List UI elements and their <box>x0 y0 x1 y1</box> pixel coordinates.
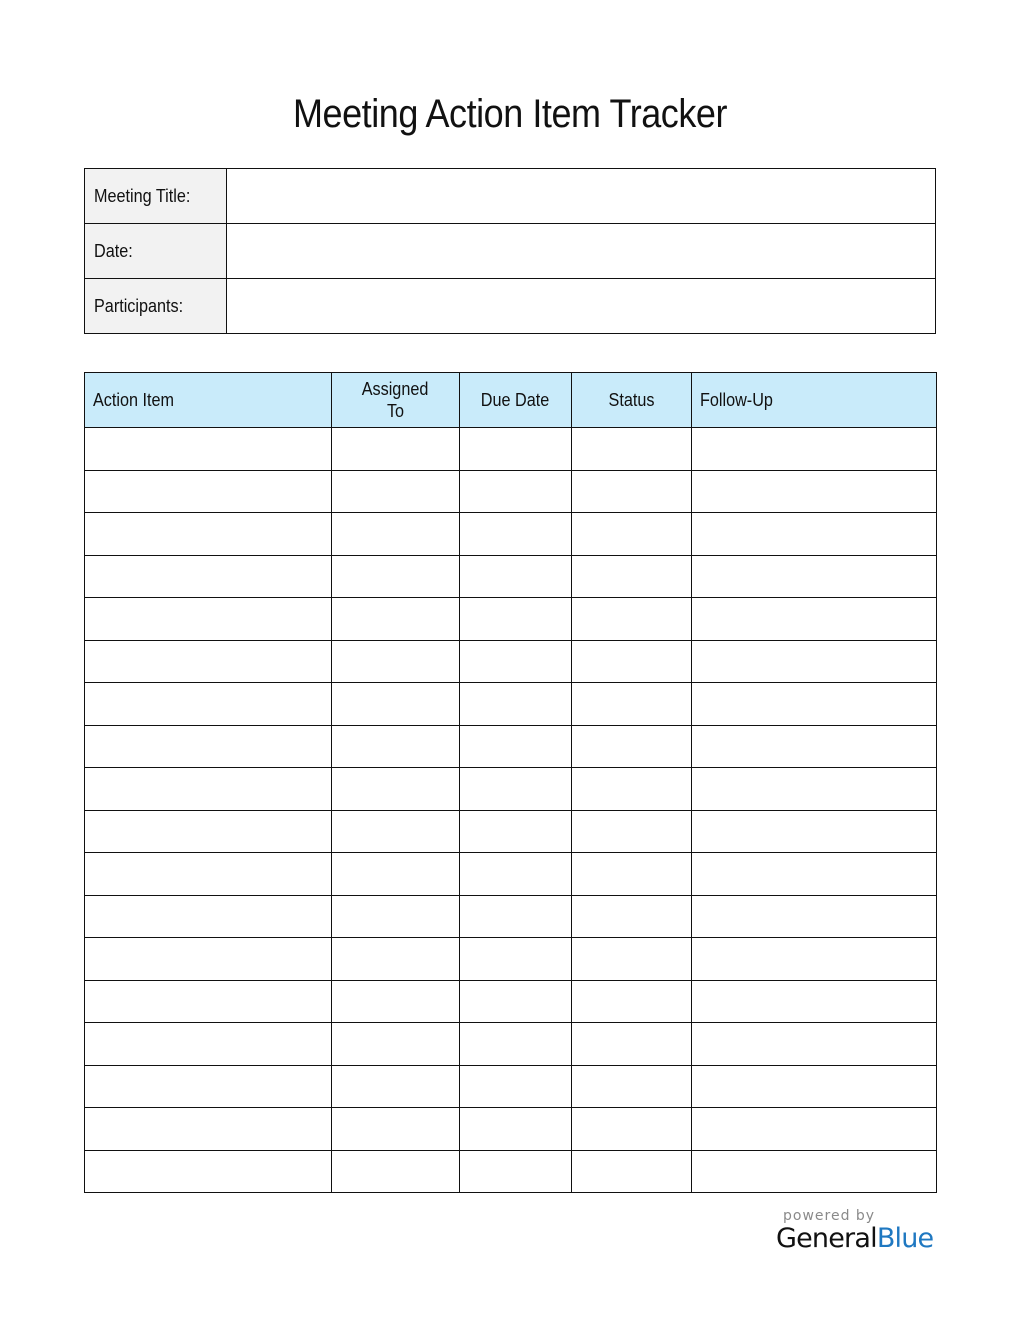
due-date-cell[interactable] <box>460 725 572 768</box>
assigned-to-cell[interactable] <box>332 1065 460 1108</box>
status-cell[interactable] <box>572 938 692 981</box>
participants-label: Participants: <box>85 279 227 334</box>
assigned-to-cell[interactable] <box>332 428 460 471</box>
follow-up-cell[interactable] <box>692 1065 937 1108</box>
status-cell[interactable] <box>572 1065 692 1108</box>
due-date-cell[interactable] <box>460 895 572 938</box>
status-cell[interactable] <box>572 640 692 683</box>
table-row <box>85 1023 937 1066</box>
status-cell[interactable] <box>572 853 692 896</box>
due-date-cell[interactable] <box>460 1065 572 1108</box>
action-item-cell[interactable] <box>85 470 332 513</box>
follow-up-cell[interactable] <box>692 725 937 768</box>
action-item-cell[interactable] <box>85 938 332 981</box>
follow-up-cell[interactable] <box>692 1023 937 1066</box>
action-item-cell[interactable] <box>85 428 332 471</box>
status-cell[interactable] <box>572 1150 692 1193</box>
header-due-date: Due Date <box>460 373 572 428</box>
table-row <box>85 555 937 598</box>
assigned-to-cell[interactable] <box>332 768 460 811</box>
header-action-item: Action Item <box>85 373 332 428</box>
action-item-cell[interactable] <box>85 598 332 641</box>
action-item-cell[interactable] <box>85 640 332 683</box>
action-item-table <box>84 372 937 1193</box>
table-row <box>85 470 937 513</box>
follow-up-cell[interactable] <box>692 683 937 726</box>
document-title: Meeting Action Item Tracker <box>292 92 728 136</box>
assigned-to-cell[interactable] <box>332 853 460 896</box>
table-row <box>85 1150 937 1193</box>
assigned-to-cell[interactable] <box>332 1150 460 1193</box>
follow-up-cell[interactable] <box>692 938 937 981</box>
table-row <box>85 810 937 853</box>
table-row <box>85 768 937 811</box>
assigned-to-cell[interactable] <box>332 598 460 641</box>
due-date-cell[interactable] <box>460 938 572 981</box>
table-row <box>85 598 937 641</box>
table-row <box>85 640 937 683</box>
action-item-cell[interactable] <box>85 768 332 811</box>
action-item-cell[interactable] <box>85 980 332 1023</box>
assigned-to-cell[interactable] <box>332 1023 460 1066</box>
table-row <box>85 980 937 1023</box>
status-cell[interactable] <box>572 513 692 556</box>
table-row <box>85 1065 937 1108</box>
due-date-cell[interactable] <box>460 768 572 811</box>
status-cell[interactable] <box>572 725 692 768</box>
meeting-title-field[interactable] <box>227 169 936 224</box>
table-row <box>85 895 937 938</box>
table-header-row <box>85 373 937 428</box>
due-date-cell[interactable] <box>460 810 572 853</box>
assigned-to-cell[interactable] <box>332 980 460 1023</box>
due-date-cell[interactable] <box>460 555 572 598</box>
due-date-cell[interactable] <box>460 428 572 471</box>
meeting-title-row <box>85 169 936 224</box>
powered-by-text: powered by <box>783 1208 876 1224</box>
due-date-cell[interactable] <box>460 640 572 683</box>
assigned-to-cell[interactable] <box>332 683 460 726</box>
action-item-cell[interactable] <box>85 1108 332 1151</box>
action-item-cell[interactable] <box>85 513 332 556</box>
follow-up-cell[interactable] <box>692 853 937 896</box>
follow-up-cell[interactable] <box>692 555 937 598</box>
meeting-info-table <box>84 168 936 334</box>
follow-up-cell[interactable] <box>692 1108 937 1151</box>
status-cell[interactable] <box>572 980 692 1023</box>
action-item-cell[interactable] <box>85 1023 332 1066</box>
action-item-cell[interactable] <box>85 683 332 726</box>
action-item-cell[interactable] <box>85 853 332 896</box>
assigned-to-cell[interactable] <box>332 555 460 598</box>
follow-up-cell[interactable] <box>692 598 937 641</box>
follow-up-cell[interactable] <box>692 428 937 471</box>
date-field[interactable] <box>227 224 936 279</box>
table-row <box>85 683 937 726</box>
action-item-cell[interactable] <box>85 1065 332 1108</box>
assigned-to-cell[interactable] <box>332 725 460 768</box>
follow-up-cell[interactable] <box>692 810 937 853</box>
meeting-title-label: Meeting Title: <box>85 169 227 224</box>
follow-up-cell[interactable] <box>692 470 937 513</box>
status-cell[interactable] <box>572 470 692 513</box>
due-date-cell[interactable] <box>460 980 572 1023</box>
table-row <box>85 853 937 896</box>
date-label: Date: <box>85 224 227 279</box>
status-cell[interactable] <box>572 1108 692 1151</box>
assigned-to-cell[interactable] <box>332 895 460 938</box>
participants-field[interactable] <box>227 279 936 334</box>
status-cell[interactable] <box>572 1023 692 1066</box>
assigned-to-cell[interactable] <box>332 640 460 683</box>
assigned-to-cell[interactable] <box>332 1108 460 1151</box>
due-date-cell[interactable] <box>460 598 572 641</box>
follow-up-cell[interactable] <box>692 513 937 556</box>
generalblue-logo: GeneralBlue <box>776 1223 934 1254</box>
action-item-cell[interactable] <box>85 810 332 853</box>
due-date-cell[interactable] <box>460 513 572 556</box>
action-item-cell[interactable] <box>85 1150 332 1193</box>
table-body <box>85 428 937 1193</box>
assigned-to-cell[interactable] <box>332 513 460 556</box>
action-item-cell[interactable] <box>85 725 332 768</box>
assigned-to-cell[interactable] <box>332 938 460 981</box>
header-assigned-to: Assigned To <box>332 373 460 428</box>
brand-footer <box>776 1208 936 1254</box>
table-row <box>85 938 937 981</box>
due-date-cell[interactable] <box>460 1150 572 1193</box>
status-cell[interactable] <box>572 810 692 853</box>
table-row <box>85 725 937 768</box>
assigned-to-cell[interactable] <box>332 470 460 513</box>
follow-up-cell[interactable] <box>692 1150 937 1193</box>
status-cell[interactable] <box>572 555 692 598</box>
follow-up-cell[interactable] <box>692 895 937 938</box>
due-date-cell[interactable] <box>460 1023 572 1066</box>
table-row <box>85 428 937 471</box>
status-cell[interactable] <box>572 428 692 471</box>
follow-up-cell[interactable] <box>692 640 937 683</box>
table-row <box>85 1108 937 1151</box>
due-date-cell[interactable] <box>460 1108 572 1151</box>
status-cell[interactable] <box>572 683 692 726</box>
date-row <box>85 224 936 279</box>
status-cell[interactable] <box>572 768 692 811</box>
assigned-to-cell[interactable] <box>332 810 460 853</box>
status-cell[interactable] <box>572 895 692 938</box>
header-follow-up: Follow-Up <box>692 373 937 428</box>
action-item-cell[interactable] <box>85 555 332 598</box>
due-date-cell[interactable] <box>460 683 572 726</box>
follow-up-cell[interactable] <box>692 768 937 811</box>
header-status: Status <box>572 373 692 428</box>
follow-up-cell[interactable] <box>692 980 937 1023</box>
status-cell[interactable] <box>572 598 692 641</box>
action-item-cell[interactable] <box>85 895 332 938</box>
participants-row <box>85 279 936 334</box>
table-row <box>85 513 937 556</box>
due-date-cell[interactable] <box>460 470 572 513</box>
due-date-cell[interactable] <box>460 853 572 896</box>
